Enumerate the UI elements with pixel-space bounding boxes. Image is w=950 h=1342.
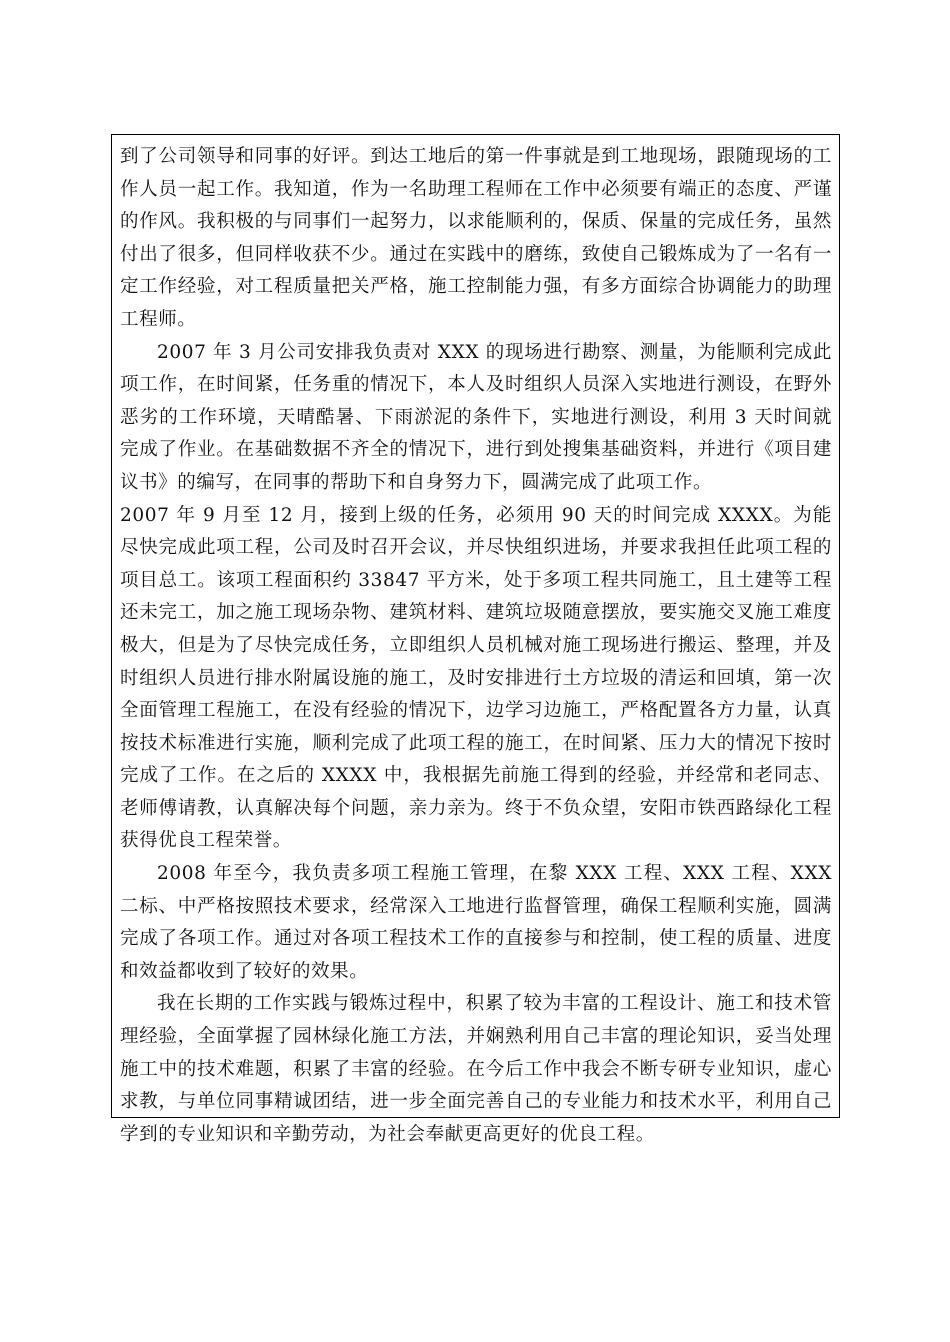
paragraph-summary: 我在长期的工作实践与锻炼过程中，积累了较为丰富的工程设计、施工和技术管理经验，全面掌握了园林绿化施工方法，并娴熟利用自己丰富的理论知识，妥当处理施工中的技术难题，积累了丰富的经验。在今后工作中我会不断专研专业知识，虚心求教，与单位同事精诚团结，进一步全面完善自己的专业能力和技术水平，利用自己学到的专业知识和辛勤劳动，为社会奉献更高更好的优良工程。 (120, 993, 832, 1145)
paragraph-2008: 2008 年至今，我负责多项工程施工管理，在黎 XXX 工程、XXX 工程、XXX 二标、中严格按照技术要求，经常深入工地进行监督管理，确保工程顺利实施，圆满完成了各项工作。通过对各项工程技术工作的直接参与和控制，使工程的质量、进度和效益都收到了较好的效果。 (120, 863, 832, 982)
paragraph-praise: 到了公司领导和同事的好评。到达工地后的第一件事就是到工地现场，跟随现场的工作人员一起工作。我知道，作为一名助理工程师在工作中必须要有端正的态度、严谨的作风。我积极的与同事们一起努力，以求能顺利的，保质、保量的完成任务，虽然付出了很多，但同样收获不少。通过在实践中的磨练，致使自己锻炼成为了一名有一定工作经验，对工程质量把关严格，施工控制能力强，有多方面综合协调能力的助理工程师。 (120, 146, 832, 330)
document-body (120, 141, 832, 1151)
paragraph-2007-september: 2007 年 9 月至 12 月，接到上级的任务，必须用 90 天的时间完成 XXXX。为能尽快完成此项工程，公司及时召开会议，并尽快组织进场，并要求我担任此项工程的项目总工。该项工程面积约 33847 平方米，处于多项工程共同施工，且土建等工程还未完工，加之施工现场杂物、建筑材料、建筑垃圾随意摆放，要实施交叉施工难度极大，但是为了尽快完成任务，立即组织人员机械对施工现场进行搬运、整理，并及时组织人员进行排水附属设施的施工，及时安排进行土方垃圾的清运和回填，第一次全面管理工程施工，在没有经验的情况下，边学习边施工，严格配置各方力量，认真按技术标准进行实施，顺利完成了此项工程的施工，在时间紧、压力大的情况下按时完成了工作。在之后的 XXXX 中，我根据先前施工得到的经验，并经常和老同志、老师傅请教，认真解决每个问题，亲力亲为。终于不负众望，安阳市铁西路绿化工程获得优良工程荣誉。 (120, 504, 832, 852)
paragraph-2007-march: 2007 年 3 月公司安排我负责对 XXX 的现场进行勘察、测量，为能顺利完成此项工作，在时间紧，任务重的情况下，本人及时组织人员深入实地进行测设，在野外恶劣的工作环境，天晴酷暑、下雨淤泥的条件下，实地进行测设，利用 3 天时间就完成了作业。在基础数据不齐全的情况下，进行到处搜集基础资料，并进行《项目建议书》的编写，在同事的帮助下和自身努力下，圆满完成了此项工作。 (120, 341, 832, 493)
